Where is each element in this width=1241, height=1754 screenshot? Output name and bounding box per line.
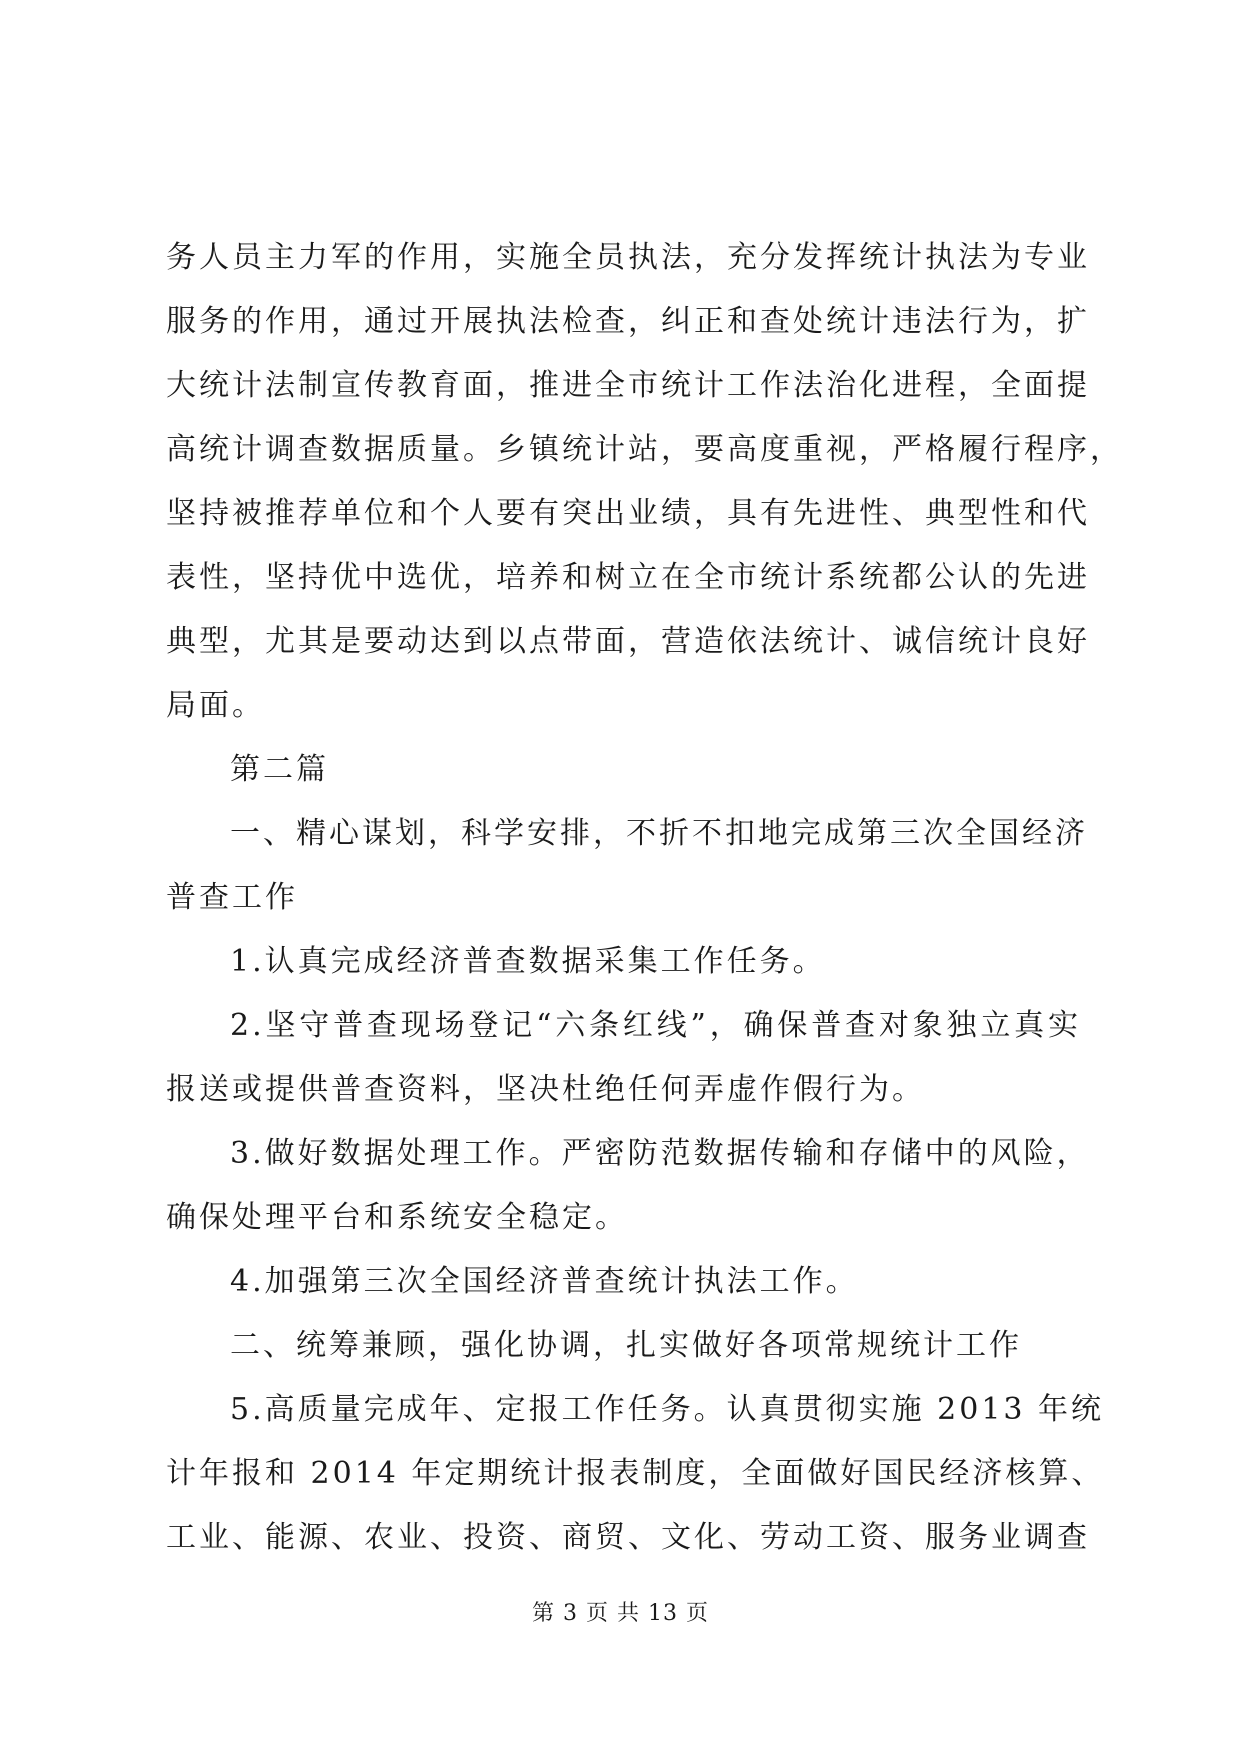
text-line: 大统计法制宣传教育面，推进全市统计工作法治化进程，全面提 xyxy=(166,368,1090,403)
text-line: 工业、能源、农业、投资、商贸、文化、劳动工资、服务业调查 xyxy=(166,1520,1090,1555)
document-body xyxy=(166,226,1123,1570)
list-item: 1.认真完成经济普查数据采集工作任务。 xyxy=(230,944,826,979)
list-item: 3.做好数据处理工作。严密防范数据传输和存储中的风险， xyxy=(230,1136,1090,1171)
text-line: 普查工作 xyxy=(166,880,298,915)
text-line: 一、精心谋划，科学安排，不折不扣地完成第三次全国经济 xyxy=(230,816,1088,851)
list-item: 2.坚守普查现场登记“六条红线”，确保普查对象独立真实 xyxy=(230,1008,1081,1043)
text-line: 计年报和 2014 年定期统计报表制度，全面做好国民经济核算、 xyxy=(166,1456,1105,1491)
text-line: 高统计调查数据质量。乡镇统计站，要高度重视，严格履行程序， xyxy=(166,432,1123,467)
text-line: 表性，坚持优中选优，培养和树立在全市统计系统都公认的先进 xyxy=(166,560,1090,595)
text-line: 典型，尤其是要动达到以点带面，营造依法统计、诚信统计良好 xyxy=(166,624,1090,659)
text-line: 报送或提供普查资料，坚决杜绝任何弄虚作假行为。 xyxy=(166,1072,925,1107)
text-line: 局面。 xyxy=(166,688,265,723)
text-line: 确保处理平台和系统安全稳定。 xyxy=(166,1200,628,1235)
page-footer: 第 3 页 共 13 页 xyxy=(532,1601,709,1626)
section-heading: 第二篇 xyxy=(230,752,329,787)
list-item: 5.高质量完成年、定报工作任务。认真贯彻实施 2013 年统 xyxy=(230,1392,1105,1427)
list-item: 4.加强第三次全国经济普查统计执法工作。 xyxy=(230,1264,859,1299)
text-line: 坚持被推荐单位和个人要有突出业绩，具有先进性、典型性和代 xyxy=(166,496,1090,531)
text-line: 服务的作用，通过开展执法检查，纠正和查处统计违法行为，扩 xyxy=(166,304,1090,339)
text-line: 务人员主力军的作用，实施全员执法，充分发挥统计执法为专业 xyxy=(166,240,1090,275)
section-heading: 二、统筹兼顾，强化协调，扎实做好各项常规统计工作 xyxy=(230,1328,1022,1363)
